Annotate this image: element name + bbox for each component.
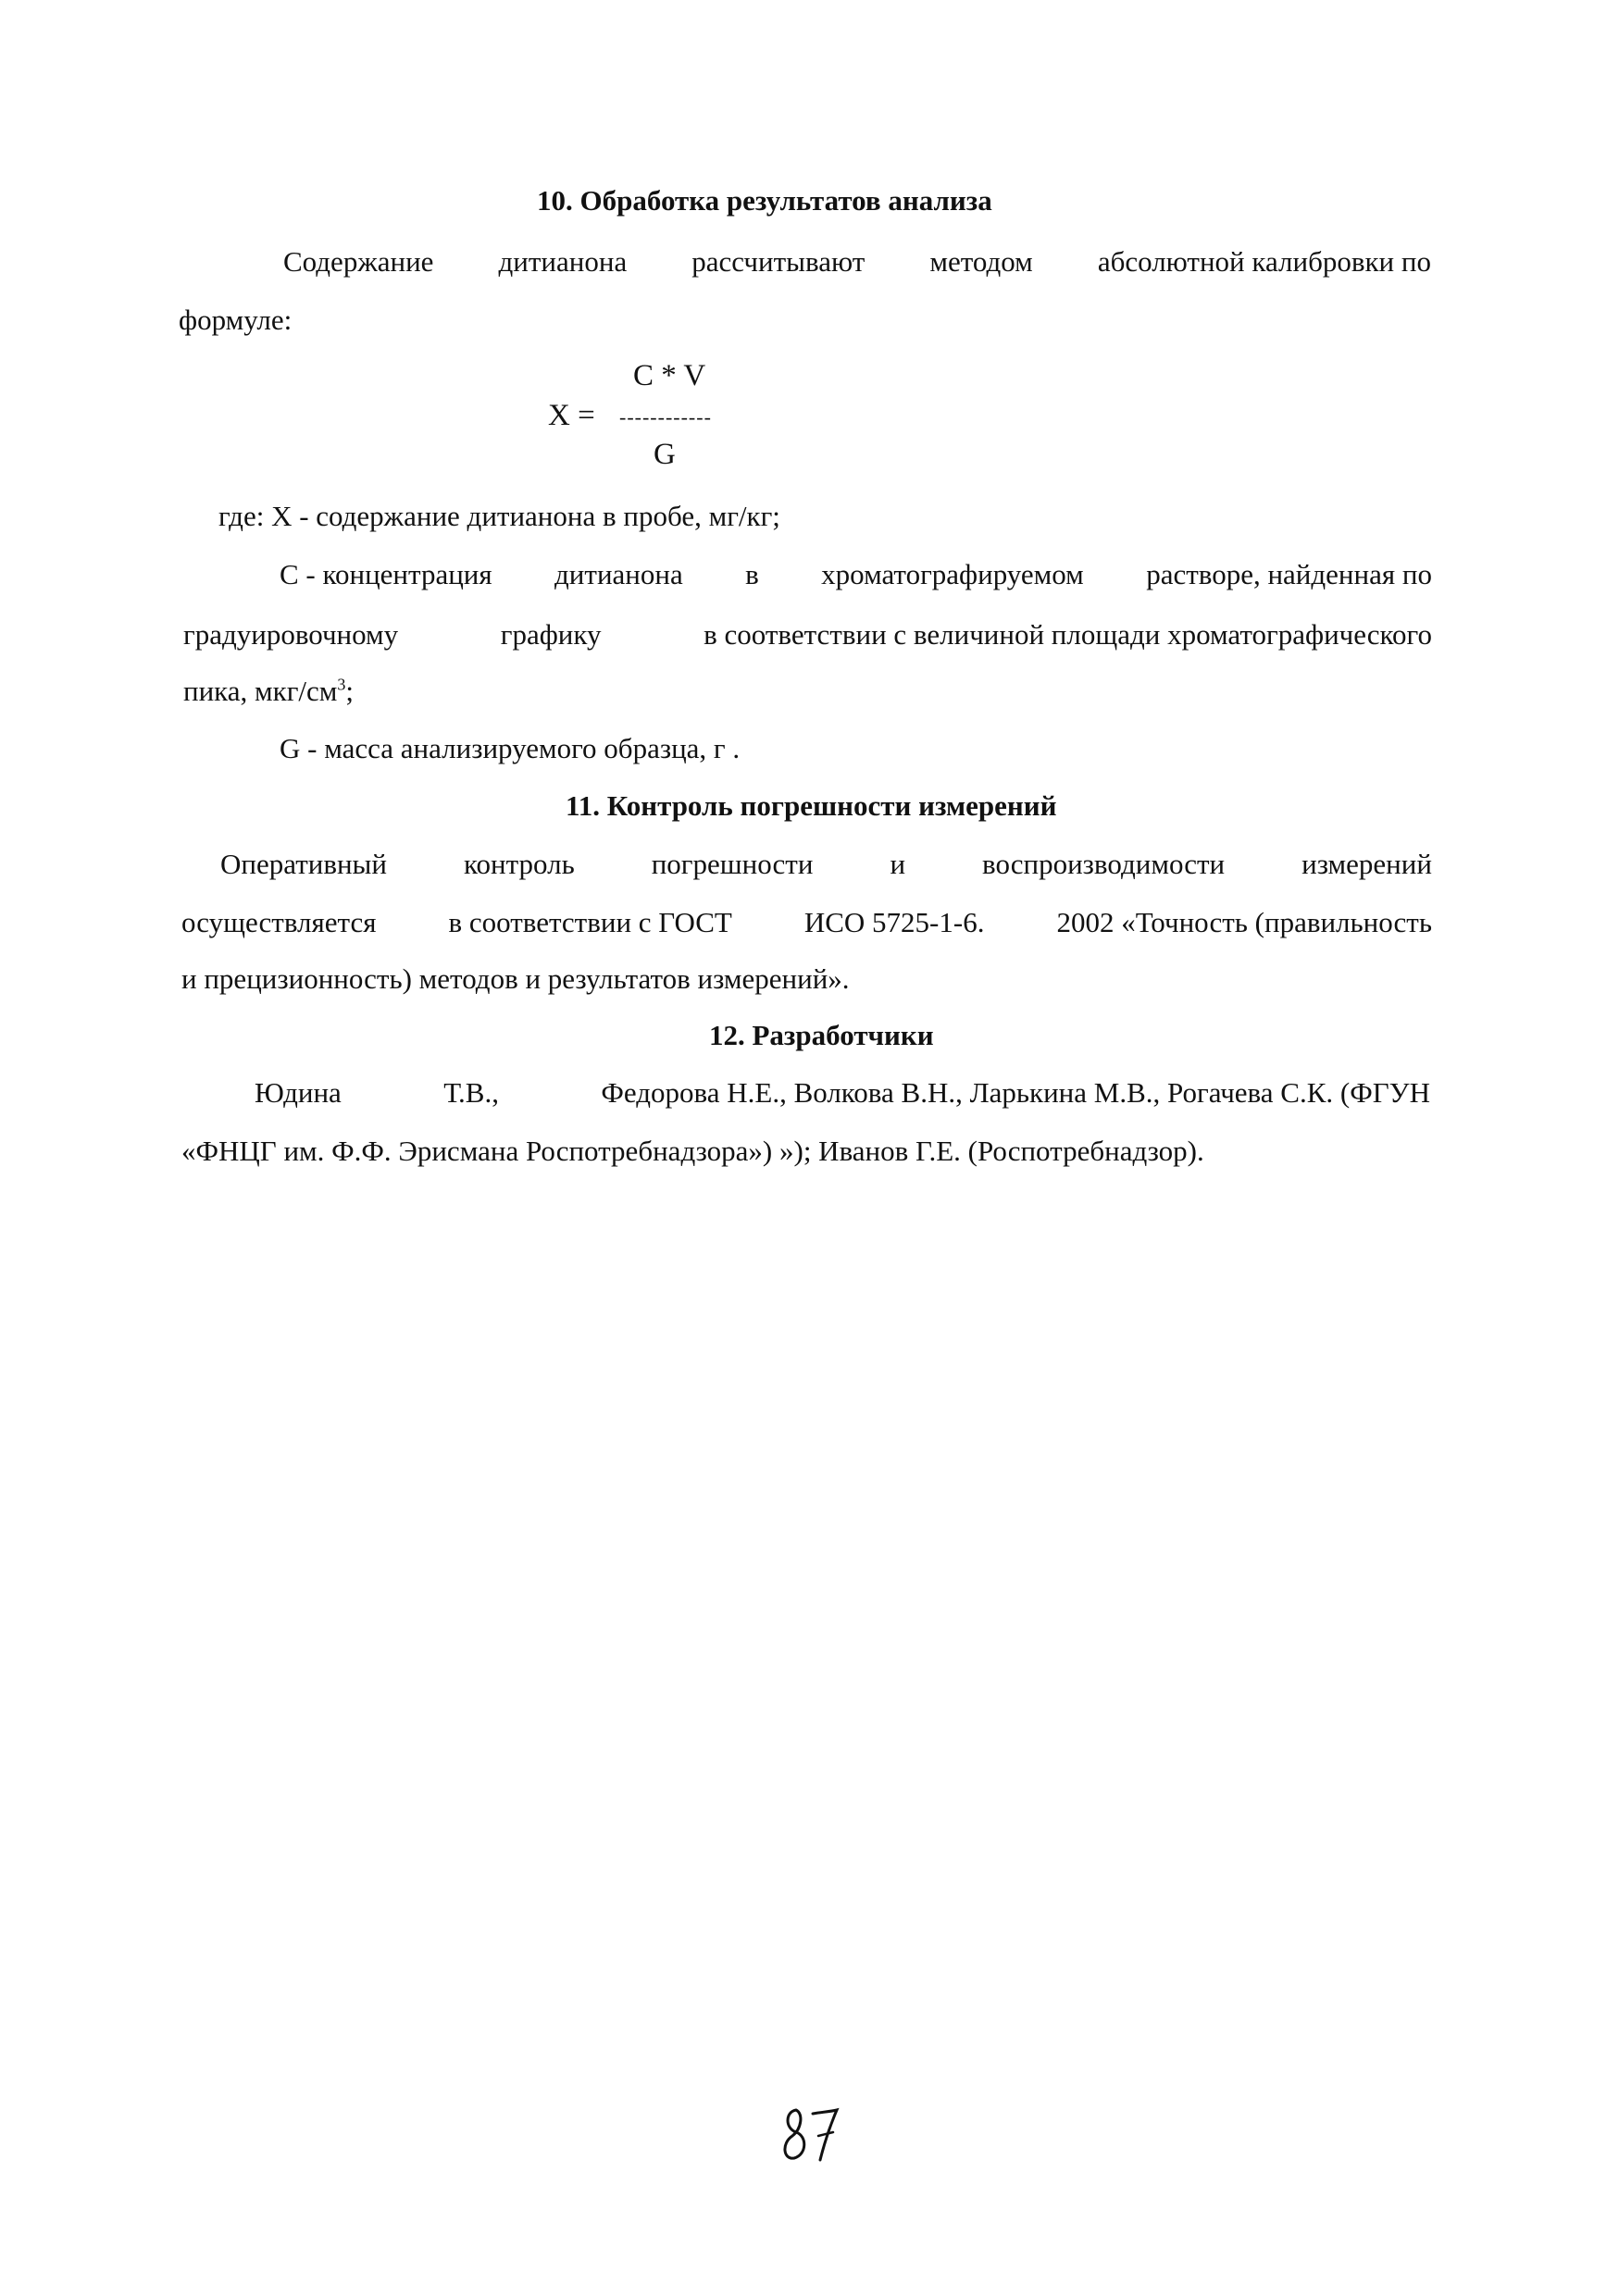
c-def-units: пика, мкг/см <box>183 675 338 707</box>
c-def-semicolon: ; <box>345 675 355 707</box>
c-def-word: дитианона <box>554 558 683 590</box>
c-def-word: C - концентрация <box>280 558 492 590</box>
handwritten-page-number <box>776 2101 850 2179</box>
g-definition: G - масса анализируемого образца, г . <box>280 732 741 764</box>
where-x-definition: где: X - содержание дитианона в пробе, мг/кг; <box>218 500 780 532</box>
c-def-units-superscript: 3 <box>337 675 346 694</box>
c-definition-line-1 <box>280 560 1432 589</box>
intro-word: рассчитывают <box>691 245 866 278</box>
intro-word: дитианона <box>498 245 628 278</box>
section-10-intro-line-1 <box>283 247 1431 276</box>
s11-word: погрешности <box>651 848 814 880</box>
s12-word: Юдина <box>255 1076 342 1109</box>
s11-word: контроль <box>464 848 575 880</box>
section-10-heading: 10. Обработка результатов анализа <box>537 184 992 217</box>
s11-word: осуществляется <box>181 906 377 938</box>
s11-word: измерений <box>1301 848 1432 880</box>
c-def-word: градуировочному <box>183 618 399 651</box>
intro-word: абсолютной калибровки по <box>1097 245 1431 278</box>
c-def-word: в соответствии с величиной площади хроматографического <box>704 618 1432 651</box>
s12-word: Т.В., <box>443 1076 499 1109</box>
section-12-heading: 12. Разработчики <box>709 1019 934 1051</box>
formula-lhs: X = <box>548 399 595 432</box>
s11-word: воспроизводимости <box>982 848 1226 880</box>
s11-word: Оперативный <box>220 848 387 880</box>
c-definition-line-2 <box>183 620 1432 649</box>
section-10-intro-line-2: формуле: <box>179 304 293 336</box>
formula-denominator: G <box>654 438 676 471</box>
c-def-word: хроматографируемом <box>821 558 1084 590</box>
section-11-line-3: и прецизионность) методов и результатов измерений». <box>181 962 850 995</box>
s11-word: и <box>890 848 906 880</box>
c-def-word: в <box>745 558 759 590</box>
c-definition-line-3 <box>183 676 354 705</box>
section-12-line-2: «ФНЦГ им. Ф.Ф. Эрисмана Роспотребнадзора») »); Иванов Г.Е. (Роспотребнадзор). <box>181 1135 1204 1167</box>
s12-word: Федорова Н.Е., Волкова В.Н., Ларькина М.В., Рогачева С.К. (ФГУН <box>601 1076 1430 1109</box>
section-11-line-2 <box>181 908 1432 937</box>
page-number-handwriting <box>776 2101 850 2175</box>
section-11-line-1 <box>220 850 1432 878</box>
c-def-word: графику <box>500 618 602 651</box>
formula-fraction-bar: ------------ <box>619 405 712 428</box>
section-12-line-1 <box>255 1078 1430 1107</box>
s11-word: ИСО 5725-1-6. <box>803 906 985 938</box>
s11-word: в соответствии с ГОСТ <box>448 906 732 938</box>
intro-word: Содержание <box>283 245 434 278</box>
c-def-word: растворе, найденная по <box>1146 558 1432 590</box>
formula-numerator: C * V <box>633 359 706 392</box>
section-11-heading: 11. Контроль погрешности измерений <box>566 789 1057 822</box>
s11-word: 2002 «Точность (правильность <box>1056 906 1432 938</box>
intro-word: методом <box>929 245 1033 278</box>
